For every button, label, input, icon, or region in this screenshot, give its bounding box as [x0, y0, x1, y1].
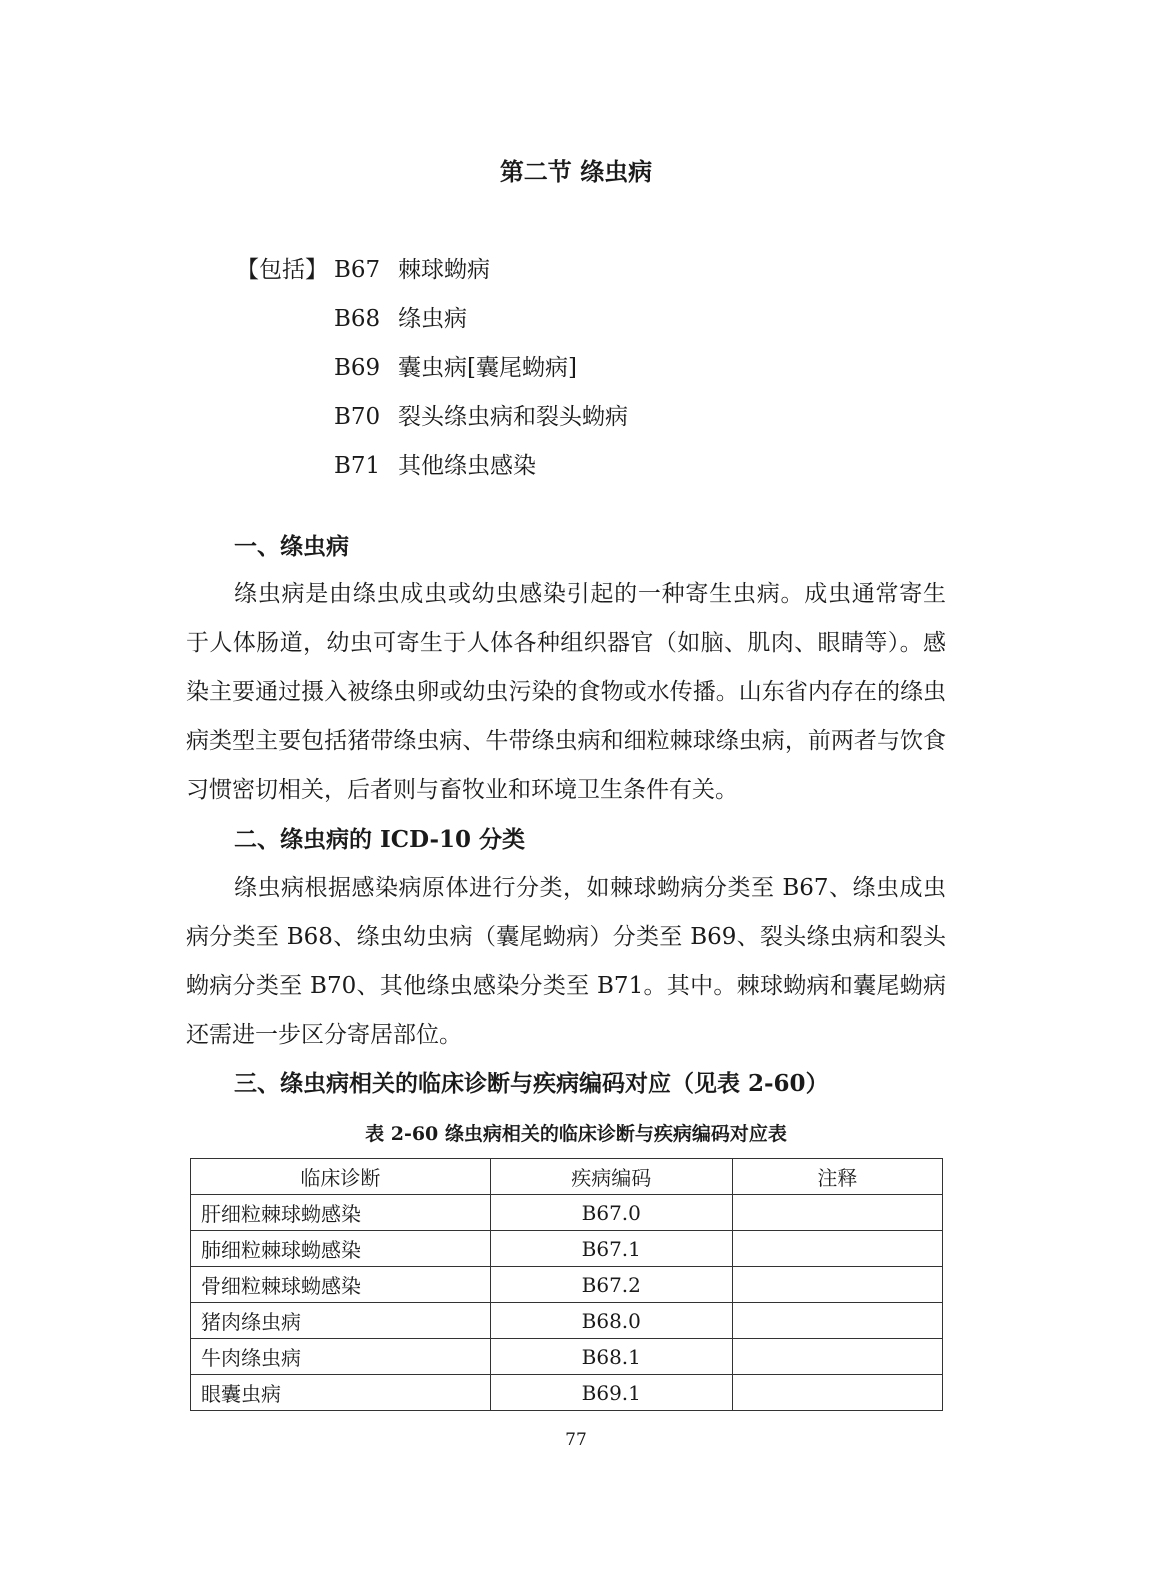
- column-header: 疾病编码: [490, 1159, 732, 1195]
- note-cell: [732, 1195, 942, 1231]
- includes-code: B71: [334, 453, 381, 479]
- table-row: [191, 1339, 943, 1375]
- note-cell: [732, 1303, 942, 1339]
- code-cell: B69.1: [490, 1375, 732, 1411]
- section-paragraph: 绦虫病是由绦虫成虫或幼虫感染引起的一种寄生虫病。成虫通常寄生于人体肠道，幼虫可寄生于人体各种组织器官（如脑、肌肉、眼睛等）。感染主要通过摄入被绦虫卵或幼虫污染的食物或水传播。山东省内存在的绦虫病类型主要包括猪带绦虫病、牛带绦虫病和细粒棘球绦虫病，前两者与饮食习惯密切相关，后者则与畜牧业和环境卫生条件有关。: [186, 581, 946, 803]
- table-row: [191, 1195, 943, 1231]
- column-header: 临床诊断: [191, 1159, 491, 1195]
- diagnosis-cell: 肝细粒棘球蚴感染: [191, 1195, 491, 1231]
- diagnosis-cell: 牛肉绦虫病: [191, 1339, 491, 1375]
- diagnosis-cell: 猪肉绦虫病: [191, 1303, 491, 1339]
- table-row: [191, 1303, 943, 1339]
- page-number: 77: [565, 1430, 587, 1450]
- note-cell: [732, 1267, 942, 1303]
- code-cell: B68.0: [490, 1303, 732, 1339]
- includes-code: B70: [334, 404, 381, 430]
- includes-name: 棘球蚴病: [398, 257, 490, 283]
- diagnosis-cell: 眼囊虫病: [191, 1375, 491, 1411]
- code-cell: B68.1: [490, 1339, 732, 1375]
- section-heading: 三、绦虫病相关的临床诊断与疾病编码对应（见表 2-60）: [234, 1070, 829, 1097]
- includes-name: 绦虫病: [398, 306, 467, 332]
- includes-name: 裂头绦虫病和裂头蚴病: [398, 404, 628, 430]
- note-cell: [732, 1375, 942, 1411]
- note-cell: [732, 1231, 942, 1267]
- includes-code: B67: [334, 257, 381, 283]
- table-row: [191, 1231, 943, 1267]
- section-heading: 二、绦虫病的 ICD-10 分类: [234, 826, 526, 853]
- section-paragraph: 绦虫病根据感染病原体进行分类，如棘球蚴病分类至 B67、绦虫成虫病分类至 B68、绦虫幼虫病（囊尾蚴病）分类至 B69、裂头绦虫病和裂头蚴病分类至 B70、其他绦虫感染分类至 B71。其中。棘球蚴病和囊尾蚴病还需进一步区分寄居部位。: [186, 875, 946, 1048]
- diagnosis-cell: 肺细粒棘球蚴感染: [191, 1231, 491, 1267]
- includes-code: B68: [334, 306, 381, 332]
- column-header: 注释: [732, 1159, 942, 1195]
- diagnosis-cell: 骨细粒棘球蚴感染: [191, 1267, 491, 1303]
- section-heading: 一、绦虫病: [234, 533, 349, 560]
- code-cell: B67.1: [490, 1231, 732, 1267]
- includes-name: 其他绦虫感染: [398, 453, 536, 479]
- includes-lead: 【包括】: [236, 257, 328, 283]
- diagnosis-code-table: [190, 1158, 943, 1411]
- table-row: [191, 1375, 943, 1411]
- includes-code: B69: [334, 355, 381, 381]
- includes-name: 囊虫病[囊尾蚴病]: [398, 355, 577, 381]
- table-caption: 表 2-60 绦虫病相关的临床诊断与疾病编码对应表: [365, 1123, 787, 1145]
- table-header-row: [191, 1159, 943, 1195]
- table-row: [191, 1267, 943, 1303]
- code-cell: B67.0: [490, 1195, 732, 1231]
- section-title: 第二节 绦虫病: [499, 157, 653, 186]
- code-cell: B67.2: [490, 1267, 732, 1303]
- note-cell: [732, 1339, 942, 1375]
